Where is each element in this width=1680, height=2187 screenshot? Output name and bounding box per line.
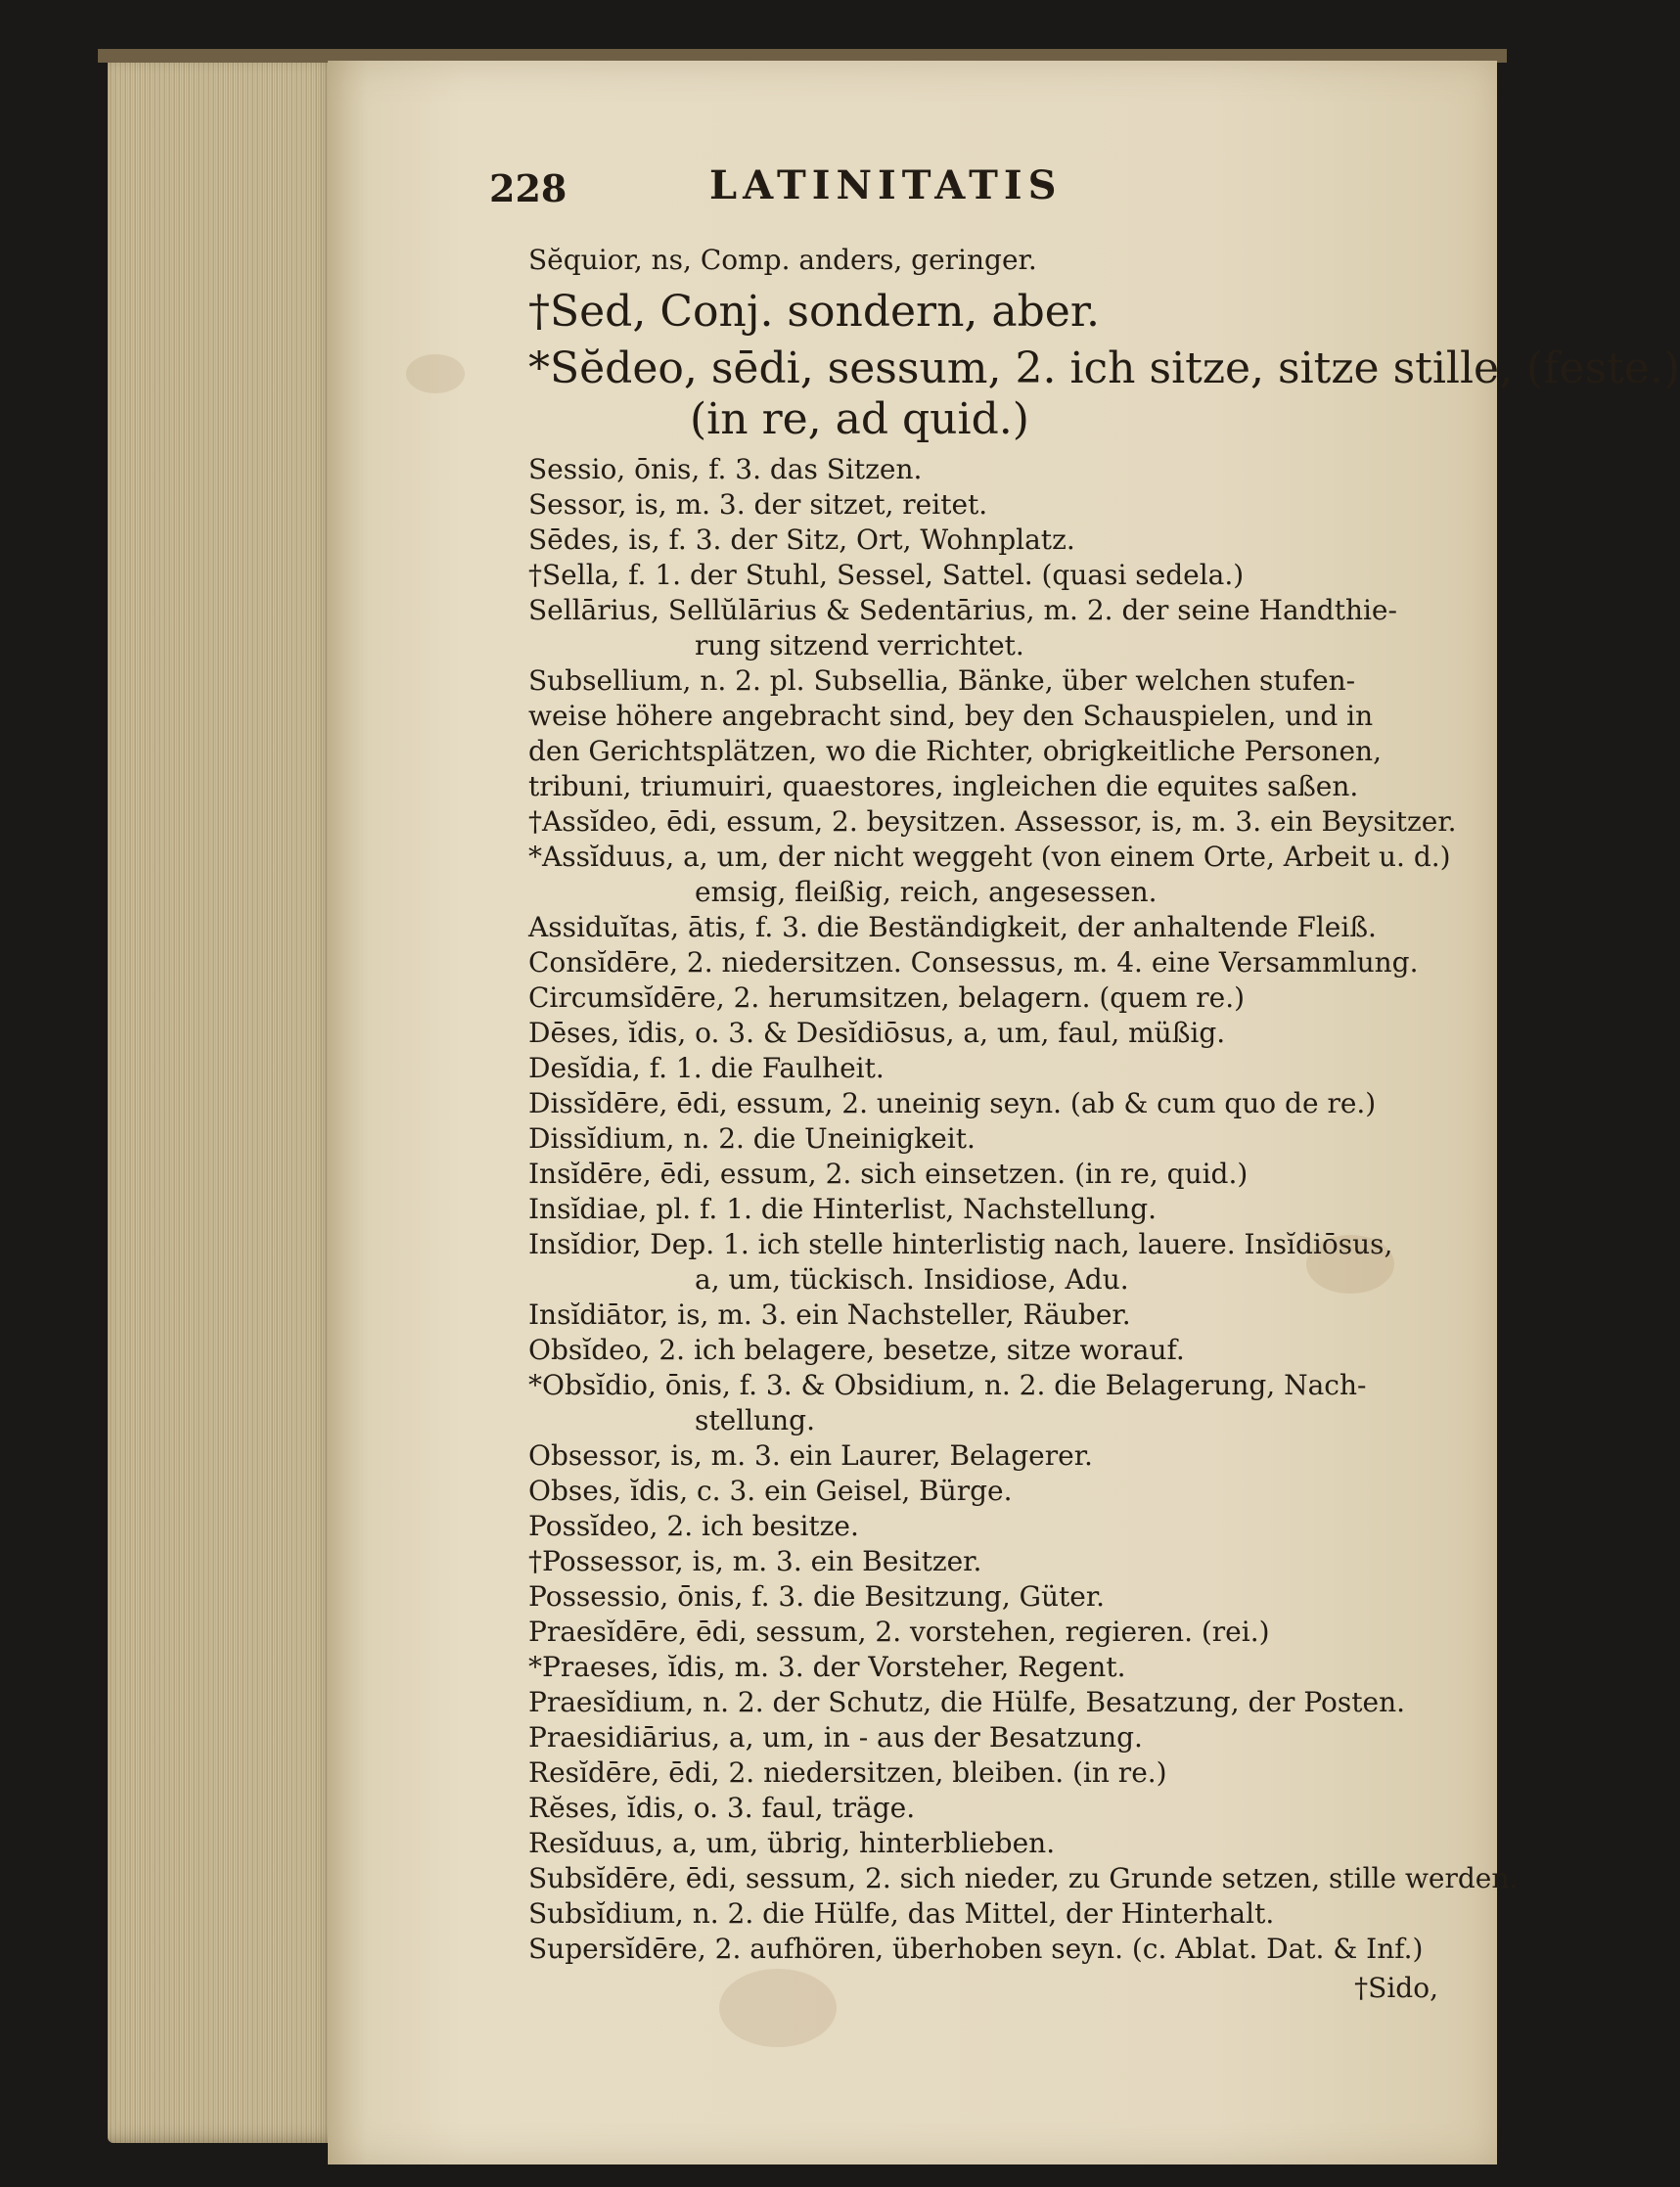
dictionary-line: Dissĭdium, n. 2. die Uneinigkeit.: [528, 1122, 976, 1155]
dictionary-line: Obsĭdeo, 2. ich belagere, besetze, sitze worauf.: [528, 1334, 1185, 1366]
dictionary-line: Resĭduus, a, um, übrig, hinterblieben.: [528, 1827, 1056, 1859]
dictionary-line: Resĭdēre, ēdi, 2. niedersitzen, bleiben. (in re.): [528, 1756, 1167, 1789]
dictionary-line: †Assĭdeo, ēdi, essum, 2. beysitzen. Assessor, is, m. 3. ein Beysitzer.: [528, 805, 1457, 838]
dictionary-line: †Possessor, is, m. 3. ein Besitzer.: [528, 1545, 982, 1577]
dictionary-line: den Gerichtsplätzen, wo die Richter, obrigkeitliche Personen,: [528, 735, 1382, 767]
dictionary-line: Rĕses, ĭdis, o. 3. faul, träge.: [528, 1792, 916, 1824]
dictionary-line: (in re, ad quid.): [690, 394, 1029, 444]
dictionary-line: Sellārius, Sellŭlārius & Sedentārius, m. 2. der seine Handthie-: [528, 594, 1397, 626]
dictionary-line: Consĭdēre, 2. niedersitzen. Consessus, m. 4. eine Versammlung.: [528, 946, 1419, 979]
dictionary-line: Supersĭdēre, 2. aufhören, überhoben seyn. (c. Ablat. Dat. & Inf.): [528, 1933, 1424, 1965]
dictionary-line: Sĕquior, ns, Comp. anders, geringer.: [528, 244, 1037, 276]
dictionary-line: stellung.: [695, 1404, 815, 1436]
book-page: [328, 61, 1680, 2164]
dictionary-line: Insĭdēre, ēdi, essum, 2. sich einsetzen. (in re, quid.): [528, 1158, 1249, 1190]
catchword: †Sido,: [1354, 1972, 1438, 2004]
dictionary-line: emsig, fleißig, reich, angesessen.: [695, 876, 1158, 908]
dictionary-line: *Sĕdeo, sēdi, sessum, 2. ich sitze, sitze stille, (feste.): [528, 343, 1680, 393]
dictionary-line: *Praeses, ĭdis, m. 3. der Vorsteher, Regent.: [528, 1651, 1126, 1683]
dictionary-line: a, um, tückisch. Insidiose, Adu.: [695, 1263, 1129, 1296]
dictionary-line: Subsĭdium, n. 2. die Hülfe, das Mittel, der Hinterhalt.: [528, 1897, 1275, 1930]
page-number: 228: [489, 166, 568, 210]
dictionary-line: tribuni, triumuiri, quaestores, ingleichen die equites saßen.: [528, 770, 1359, 802]
dictionary-line: Insĭdior, Dep. 1. ich stelle hinterlistig nach, lauere. Insĭdiōsus,: [528, 1228, 1393, 1260]
dictionary-line: Praesĭdium, n. 2. der Schutz, die Hülfe, Besatzung, der Posten.: [528, 1686, 1405, 1718]
dictionary-line: *Obsĭdio, ōnis, f. 3. & Obsidium, n. 2. die Belagerung, Nach-: [528, 1369, 1367, 1401]
dictionary-line: Insĭdiātor, is, m. 3. ein Nachsteller, Räuber.: [528, 1299, 1131, 1331]
dictionary-line: †Sed, Conj. sondern, aber.: [528, 287, 1101, 337]
dictionary-line: Sessio, ōnis, f. 3. das Sitzen.: [528, 453, 923, 485]
dictionary-line: Possessio, ōnis, f. 3. die Besitzung, Güter.: [528, 1580, 1106, 1613]
dictionary-line: Obsessor, is, m. 3. ein Laurer, Belagerer.: [528, 1439, 1093, 1472]
dictionary-line: weise höhere angebracht sind, bey den Schauspielen, und in: [528, 700, 1374, 732]
dictionary-line: Subsellium, n. 2. pl. Subsellia, Bänke, über welchen stufen-: [528, 664, 1356, 697]
dictionary-line: Desĭdia, f. 1. die Faulheit.: [528, 1052, 885, 1084]
dictionary-line: Possĭdeo, 2. ich besitze.: [528, 1510, 859, 1542]
dictionary-line: Dēses, ĭdis, o. 3. & Desĭdiōsus, a, um, faul, müßig.: [528, 1017, 1226, 1049]
dictionary-line: Sēdes, is, f. 3. der Sitz, Ort, Wohnplatz.: [528, 524, 1075, 556]
dictionary-line: Praesidiārius, a, um, in - aus der Besatzung.: [528, 1721, 1143, 1754]
dictionary-line: Obses, ĭdis, c. 3. ein Geisel, Bürge.: [528, 1475, 1013, 1507]
dictionary-line: rung sitzend verrichtet.: [695, 629, 1024, 661]
dictionary-line: Praesĭdēre, ēdi, sessum, 2. vorstehen, regieren. (rei.): [528, 1616, 1270, 1648]
dictionary-line: Sessor, is, m. 3. der sitzet, reitet.: [528, 488, 988, 521]
dictionary-line: *Assĭduus, a, um, der nicht weggeht (von einem Orte, Arbeit u. d.): [528, 841, 1451, 873]
dictionary-line: †Sella, f. 1. der Stuhl, Sessel, Sattel. (quasi sedela.): [528, 559, 1245, 591]
book-page-edges: [108, 54, 342, 2143]
dictionary-line: Subsĭdēre, ēdi, sessum, 2. sich nieder, zu Grunde setzen, stille werden.: [528, 1862, 1519, 1894]
page-text: [328, 61, 1680, 2164]
dictionary-line: Assiduĭtas, ātis, f. 3. die Beständigkeit, der anhaltende Fleiß.: [528, 911, 1377, 943]
dictionary-line: Circumsĭdēre, 2. herumsitzen, belagern. (quem re.): [528, 981, 1246, 1014]
dictionary-line: Insĭdiae, pl. f. 1. die Hinterlist, Nachstellung.: [528, 1193, 1158, 1225]
dictionary-line: Dissĭdēre, ēdi, essum, 2. uneinig seyn. (ab & cum quo de re.): [528, 1087, 1377, 1119]
running-head: LATINITATIS: [709, 162, 1063, 208]
